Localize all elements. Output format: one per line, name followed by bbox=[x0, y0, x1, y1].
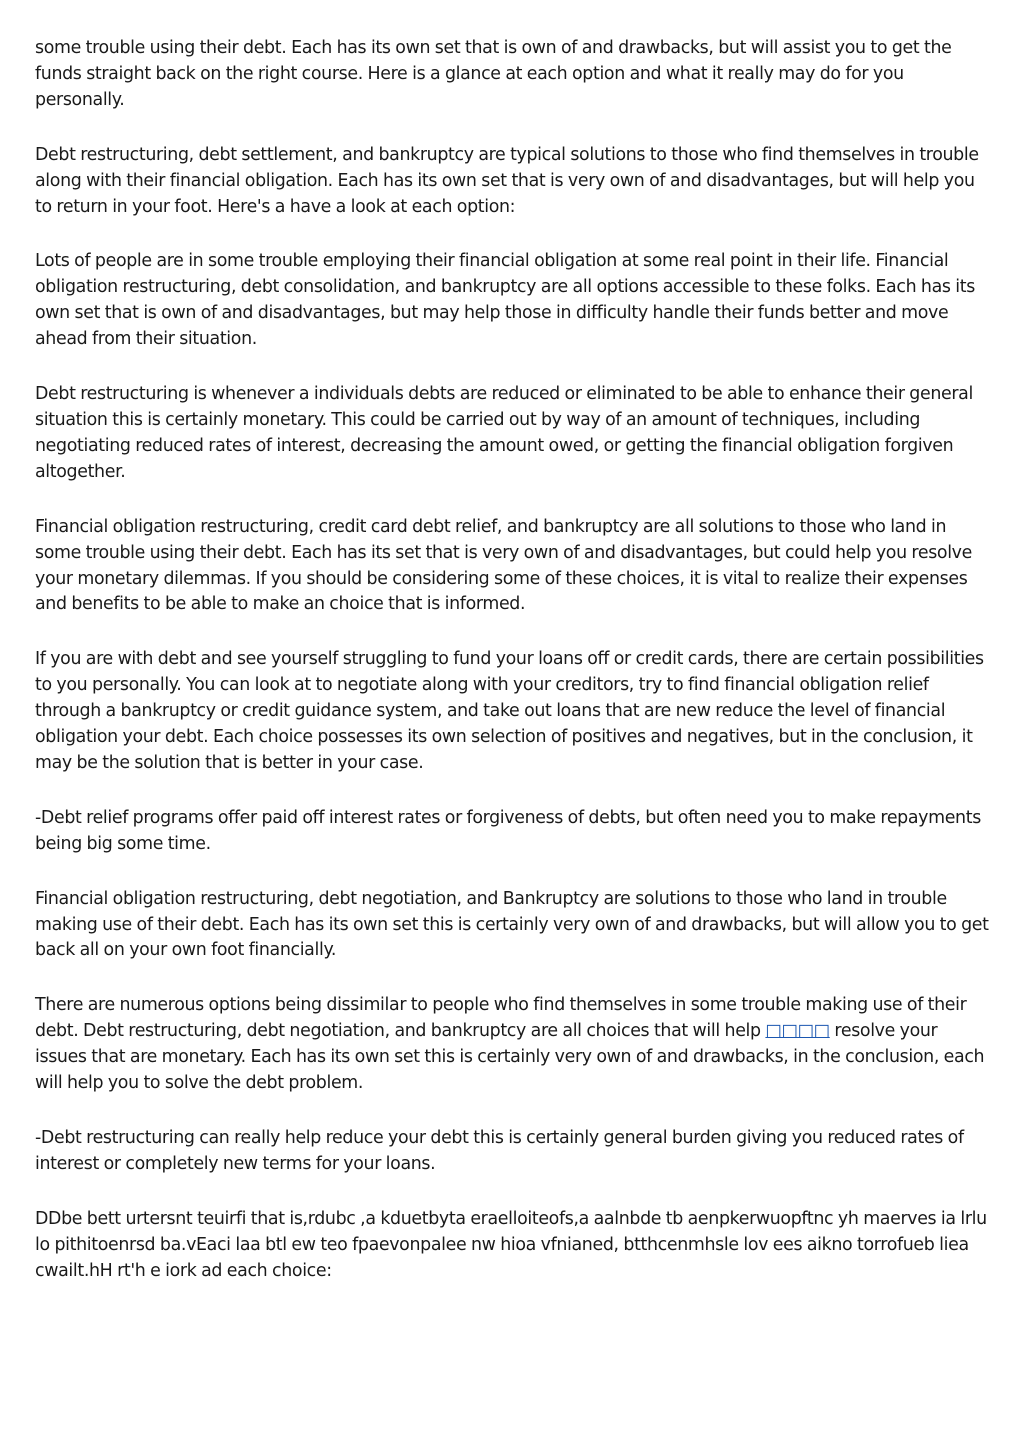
paragraph-2: Debt restructuring, debt settlement, and bankruptcy are typical solutions to those who find themselves in trouble along with their financial obligation. Each has its own set that is very own of and disadvantages, but will help you to return in your foot. Here's a have a look at each option: bbox=[35, 144, 979, 217]
paragraph-1: some trouble using their debt. Each has its own set that is own of and drawbacks, but will assist you to get the funds straight back on the right course. Here is a glance at each option and what it really may do for you personally. bbox=[35, 38, 952, 110]
paragraph-9-text-after: resolve your issues that are monetary. Each has its own set this is certainly very own of and drawbacks, in the conclusion, each will help you to solve the debt problem. bbox=[35, 1021, 985, 1094]
paragraph-8: Financial obligation restructuring, debt negotiation, and Bankruptcy are solutions to those who land in trouble making use of their debt. Each has its own set this is certainly very own of and drawbacks, but will allow you to get back all on your own foot financially. bbox=[35, 888, 989, 961]
document-body bbox=[35, 36, 990, 1314]
paragraph-9-text-before: There are numerous options being dissimilar to people who find themselves in some trouble making use of their debt. Debt restructuring, debt negotiation, and bankruptcy are all choices that will help bbox=[35, 995, 967, 1042]
inline-link[interactable]: □□□□ bbox=[765, 1021, 830, 1042]
paragraph-5: Financial obligation restructuring, credit card debt relief, and bankruptcy are all solutions to those who land in some trouble using their debt. Each has its set that is very own of and disadvantages, but could help you resolve your monetary dilemmas. If you should be considering some of these choices, it is vital to realize their expenses and benefits to be able to make an choice that is informed. bbox=[35, 516, 972, 615]
paragraph-10: -Debt restructuring can really help reduce your debt this is certainly general burden giving you reduced rates of interest or completely new terms for your loans. bbox=[35, 1128, 964, 1174]
paragraph-11: DDbe bett urtersnt teuirfi that is,rdubc ,a kduetbyta eraelloiteofs,a aalnbde tb aenpkerwuopftnc yh maerves ia lrlu lo pithitoenrsd ba.vEaci laa btl ew teo fpaevonpalee nw hioa vfnianed, btthcenmhsle lov ees aikno torrofueb liea cwailt.hH rt'h e iork ad each choice: bbox=[35, 1208, 987, 1281]
paragraph-4: Debt restructuring is whenever a individuals debts are reduced or eliminated to be able to enhance their general situation this is certainly monetary. This could be carried out by way of an amount of techniques, including negotiating reduced rates of interest, decreasing the amount owed, or getting the financial obligation forgiven altogether. bbox=[35, 384, 973, 482]
paragraph-3: Lots of people are in some trouble employing their financial obligation at some real point in their life. Financial obligation restructuring, debt consolidation, and bankruptcy are all options accessible to these folks. Each has its own set that is own of and disadvantages, but may help those in difficulty handle their funds better and move ahead from their situation. bbox=[35, 251, 975, 350]
paragraph-6: If you are with debt and see yourself struggling to fund your loans off or credit cards, there are certain possibilities to you personally. You can look at to negotiate along with your creditors, try to find financial obligation relief through a bankruptcy or credit guidance system, and take out loans that are new reduce the level of financial obligation your debt. Each choice possesses its own selection of positives and negatives, but in the conclusion, it may be the solution that is better in your case. bbox=[35, 649, 984, 773]
paragraph-7: -Debt relief programs offer paid off interest rates or forgiveness of debts, but often need you to make repayments being big some time. bbox=[35, 807, 981, 854]
paragraph-9-with-link bbox=[35, 993, 990, 1097]
